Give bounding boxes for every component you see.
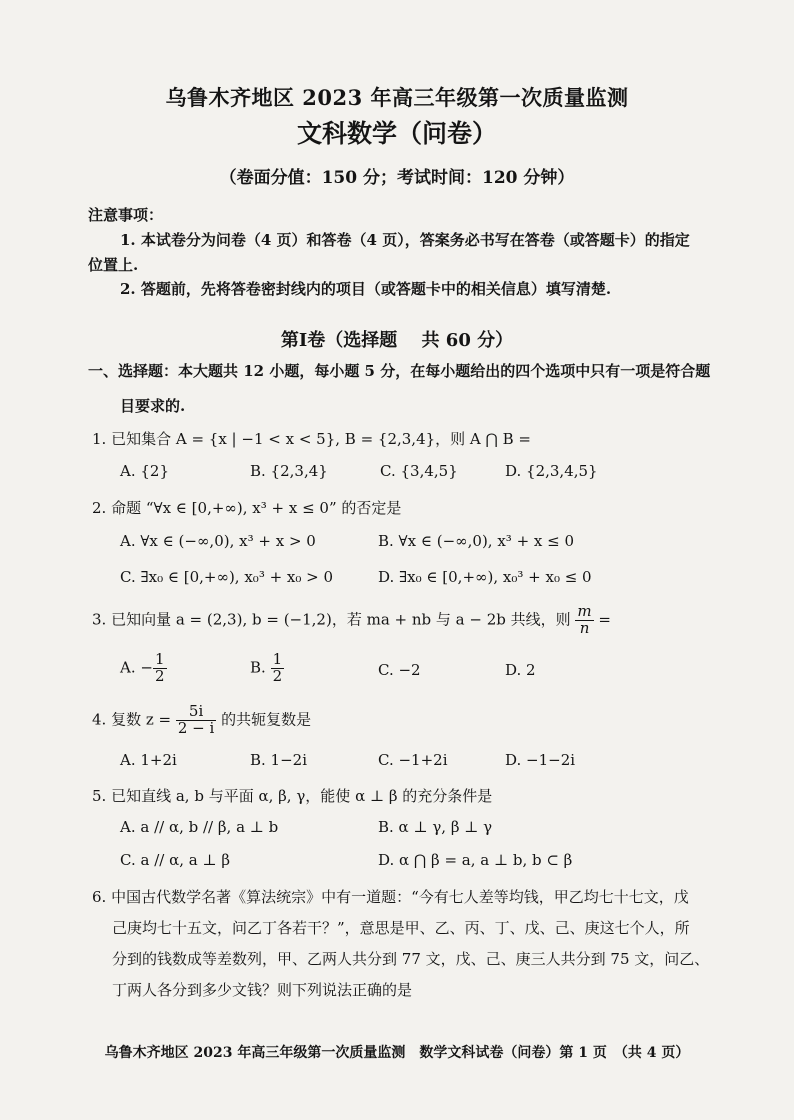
section-instruction-cont: 目要求的. [120,397,186,415]
question-1-stem: 1. 已知集合 A = {x | −1 < x < 5}, B = {2,3,4}，则 A ⋂ B = [92,430,531,448]
question-3-option-d: D. 2 [505,661,536,679]
question-3-option-a-denominator: 2 [154,666,165,685]
question-2-option-b: B. ∀x ∈ (−∞,0), x³ + x ≤ 0 [378,532,575,550]
question-3-option-b-numerator: 1 [272,650,283,668]
question-2-stem: 2. 命题 “∀x ∈ [0,+∞), x³ + x ≤ 0” 的否定是 [92,499,402,517]
question-5-option-b: B. α ⊥ γ, β ⊥ γ [378,818,493,836]
question-3-option-b-label: B. [250,658,266,677]
question-5-option-d: D. α ⋂ β = a, a ⊥ b, b ⊂ β [378,851,573,869]
question-6-line-4: 丁两人各分到多少文钱？则下列说法正确的是 [112,981,413,999]
question-4-fraction-numerator: 5i [176,704,216,721]
question-6-line-2: 己庚均七十五文，问乙丁各若干？”，意思是甲、乙、丙、丁、戊、己、庚这七个人，所 [112,919,690,937]
question-3-option-b-fraction [271,652,285,685]
section-title: 第Ⅰ卷（选择题 共 60 分） [280,330,514,351]
question-4-option-c: C. −1+2i [378,751,448,769]
question-5-stem: 5. 已知直线 a, b 与平面 α, β, γ，能使 α ⊥ β 的充分条件是 [92,787,493,805]
page-footer: 乌鲁木齐地区 2023 年高三年级第一次质量监测 数学文科试卷（问卷）第 1 页 （共 4 页） [104,1045,690,1061]
question-5-option-c: C. a // α, a ⊥ β [120,851,230,869]
question-4-stem [92,704,311,737]
question-3-option-b-denominator: 2 [272,666,283,685]
question-3-option-c: C. −2 [378,661,421,679]
question-4-stem-tail: 的共轭复数是 [221,710,312,729]
exam-title: 乌鲁木齐地区 2023 年高三年级第一次质量监测 [165,85,629,110]
question-2-option-c: C. ∃x₀ ∈ [0,+∞), x₀³ + x₀ > 0 [120,568,334,586]
question-3-option-b [250,652,284,685]
question-3-option-a-fraction [153,652,167,685]
question-3-option-a-sign: − [140,658,153,677]
score-info: （卷面分值：150 分；考试时间：120 分钟） [219,168,575,188]
question-6-line-1: 6. 中国古代数学名著《算法统宗》中有一道题：“今有七人差等均钱，甲乙均七十七文，戊 [92,888,689,906]
question-2-option-d: D. ∃x₀ ∈ [0,+∞), x₀³ + x₀ ≤ 0 [378,568,592,586]
question-6-line-3: 分到的钱数成等差数列，甲、乙两人共分到 77 文，戊、己、庚三人共分到 75 文，问乙、 [112,950,710,968]
question-3-fraction-denominator: n [579,618,590,637]
question-3-option-a-label: A. [120,658,136,677]
question-1-option-b: B. {2,3,4} [250,462,328,480]
question-1-option-c: C. {3,4,5} [380,462,458,480]
notice-line-1: 1. 本试卷分为问卷（4 页）和答卷（4 页），答案务必书写在答卷（或答题卡）的指定 [120,231,690,249]
question-4-stem-text: 4. 复数 z = [92,710,172,729]
question-1-option-a: A. {2} [120,462,169,480]
section-instruction: 一、选择题：本大题共 12 小题，每小题 5 分，在每小题给出的四个选项中只有一项是符合题 [88,362,711,380]
notice-heading: 注意事项： [88,206,164,224]
question-3-option-a-numerator: 1 [154,650,165,668]
question-4-fraction-denominator: 2 − i [177,718,215,737]
question-4-option-b: B. 1−2i [250,751,308,769]
question-3-fraction-numerator: m [577,602,592,620]
notice-line-1-cont: 位置上. [88,256,139,274]
question-4-option-a: A. 1+2i [120,751,177,769]
question-4-option-d: D. −1−2i [505,751,576,769]
question-2-option-a: A. ∀x ∈ (−∞,0), x³ + x > 0 [120,532,316,550]
question-3-stem-text: 3. 已知向量 a = (2,3), b = (−1,2)，若 ma + nb 与 a − 2b 共线，则 [92,610,571,629]
notice-line-2: 2. 答题前，先将答卷密封线内的项目（或答题卡中的相关信息）填写清楚. [120,280,612,298]
subject-title: 文科数学（问卷） [296,119,497,148]
question-3-option-a [120,652,167,685]
question-5-option-a: A. a // α, b // β, a ⊥ b [120,818,279,836]
question-1-option-d: D. {2,3,4,5} [505,462,598,480]
question-3-stem [92,604,611,637]
question-3-stem-equals: = [598,610,611,629]
question-4-fraction [176,704,216,737]
question-3-fraction [575,604,593,637]
